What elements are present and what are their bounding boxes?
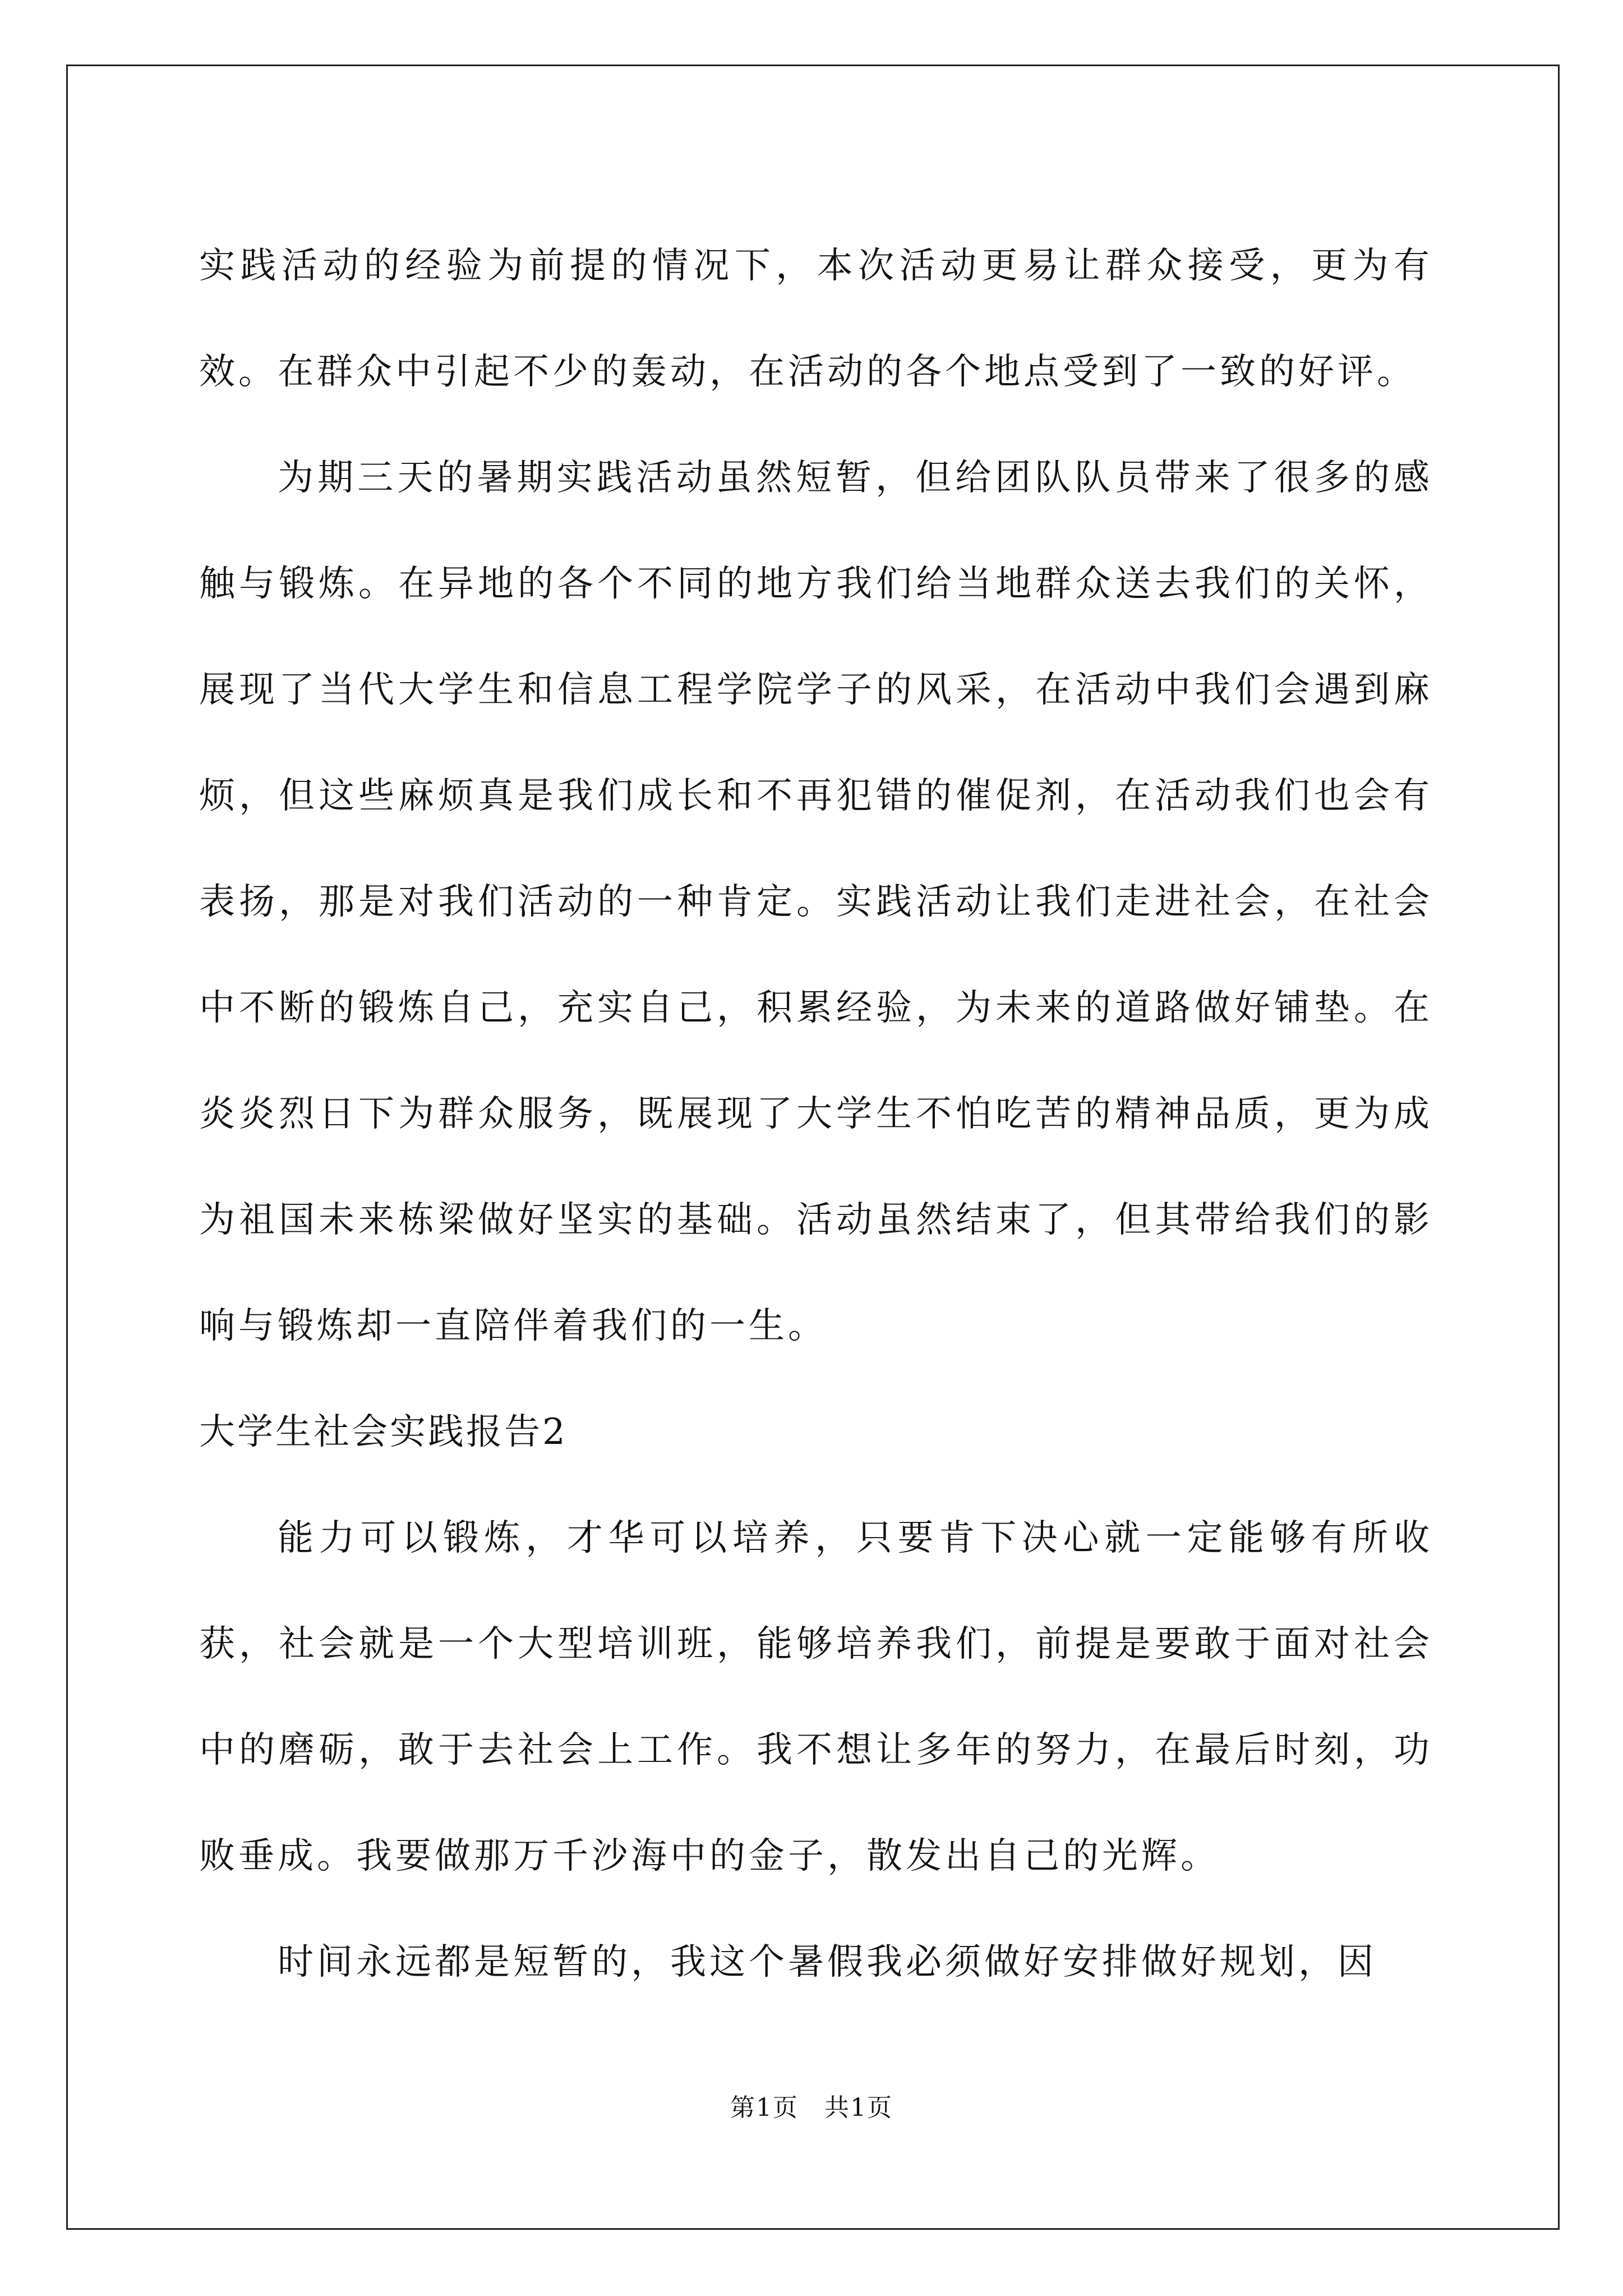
paragraph-2: 为期三天的暑期实践活动虽然短暂，但给团队队员带来了很多的感触与锻炼。在异地的各个不同的地方我们给当地群众送去我们的关怀，展现了当代大学生和信息工程学院学子的风采，在活动中我们会遇到麻烦，但这些麻烦真是我们成长和不再犯错的催促剂，在活动我们也会有表扬，那是对我们活动的一种肯定。实践活动让我们走进社会，在社会中不断的锻炼自己，充实自己，积累经验，为未来的道路做好铺垫。在炎炎烈日下为群众服务，既展现了大学生不怕吃苦的精神品质，更为成为祖国未来栋梁做好坚实的基础。活动虽然结束了，但其带给我们的影响与锻炼却一直陪伴着我们的一生。 (199, 457, 1433, 1347)
page-footer: 第1页 共1页 (730, 2093, 893, 2122)
paragraph-3: 能力可以锻炼，才华可以培养，只要肯下决心就一定能够有所收获，社会就是一个大型培训班，能够培养我们，前提是要敢于面对社会中的磨砺，敢于去社会上工作。我不想让多年的努力，在最后时刻，功败垂成。我要做那万千沙海中的金子，散发出自己的光辉。 (199, 1517, 1433, 1877)
paragraph-4: 时间永远都是短暂的，我这个暑假我必须做好安排做好规划，因 (278, 1941, 1377, 1983)
paragraph-1: 实践活动的经验为前提的情况下，本次活动更易让群众接受，更为有效。在群众中引起不少的轰动，在活动的各个地点受到了一致的好评。 (199, 245, 1433, 393)
section-heading: 大学生社会实践报告2 (199, 1411, 568, 1453)
document-body (199, 213, 1433, 2016)
